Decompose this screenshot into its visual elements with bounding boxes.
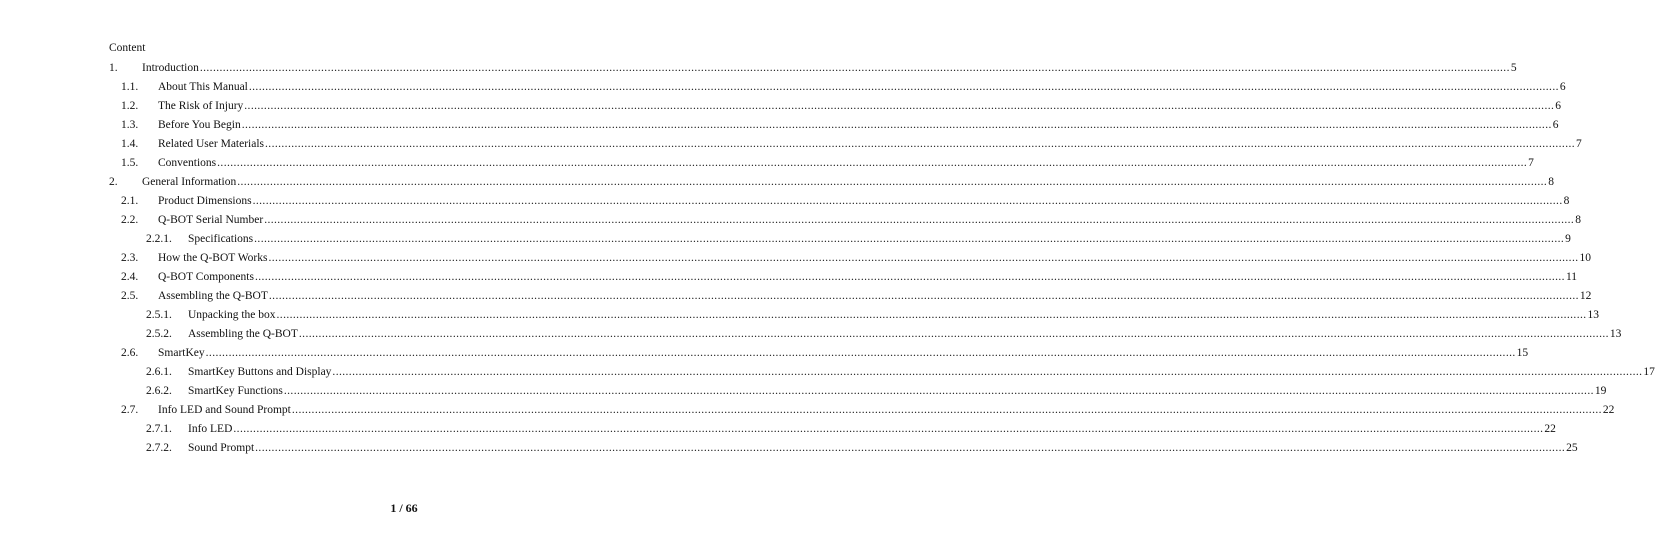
- toc-entry[interactable]: [0, 382, 1607, 401]
- toc-entry-page: 8: [1575, 214, 1581, 226]
- leader-dots: ................................................................................................................................................................................................................................................................................................................................................................................................................: [283, 385, 1594, 397]
- toc-entry-label: Info LED and Sound Prompt: [158, 404, 291, 416]
- leader-dots: ................................................................................................................................................................................................................................................................................................................................................................................................................: [298, 328, 1609, 340]
- toc-entry[interactable]: [0, 268, 1578, 287]
- toc-entry-label: Introduction: [142, 62, 199, 74]
- toc-entry[interactable]: [0, 344, 1529, 363]
- toc-entry-label: Unpacking the box: [188, 309, 276, 321]
- toc-entry-page: 22: [1602, 404, 1615, 416]
- leader-dots: ................................................................................................................................................................................................................................................................................................................................................................................................................: [237, 176, 1548, 188]
- toc-entry-page: 8: [1563, 195, 1570, 207]
- toc-entry-label: Info LED: [188, 423, 233, 435]
- toc-entry-label: SmartKey Buttons and Display: [188, 366, 332, 378]
- toc-entry-page: 19: [1594, 385, 1607, 397]
- toc-entry-page: 13: [1587, 309, 1600, 321]
- toc-entry-label: Assembling the Q-BOT: [158, 290, 268, 302]
- leader-dots: ................................................................................................................................................................................................................................................................................................................................................................................................................: [233, 423, 1544, 435]
- toc-entry-label: About This Manual: [158, 81, 248, 93]
- toc-entry-page: 8: [1548, 176, 1554, 188]
- toc-entry-page: 25: [1566, 442, 1578, 454]
- toc-entry-label: Related User Materials: [158, 138, 265, 150]
- toc-entry-label: Sound Prompt: [188, 442, 255, 454]
- toc-entry-label: Before You Begin: [158, 119, 241, 131]
- leader-dots: ................................................................................................................................................................................................................................................................................................................................................................................................................: [291, 404, 1602, 416]
- toc-entry-number: 1.1.: [121, 81, 139, 93]
- toc-entry-number: 2.7.1.: [146, 423, 172, 435]
- toc-entry-number: 2.6.2.: [146, 385, 172, 397]
- table-of-contents: [0, 59, 1655, 458]
- leader-dots: ................................................................................................................................................................................................................................................................................................................................................................................................................: [205, 347, 1516, 359]
- page-number-footer: 1 / 66: [390, 501, 418, 515]
- toc-entry-number: 2.: [109, 176, 118, 188]
- toc-entry-number: 2.3.: [121, 252, 139, 264]
- toc-entry-page: 6: [1552, 119, 1559, 131]
- toc-entry[interactable]: [0, 154, 1534, 173]
- toc-entry-page: 12: [1579, 290, 1592, 302]
- toc-entry-label: Product Dimensions: [158, 195, 252, 207]
- leader-dots: ................................................................................................................................................................................................................................................................................................................................................................................................................: [255, 442, 1566, 454]
- toc-entry-number: 1.5.: [121, 157, 139, 169]
- toc-entry-page: 11: [1565, 271, 1578, 283]
- toc-entry-number: 2.6.1.: [146, 366, 172, 378]
- toc-entry-page: 5: [1510, 62, 1517, 74]
- toc-entry[interactable]: [0, 173, 1554, 192]
- toc-entry[interactable]: [0, 97, 1562, 116]
- toc-entry-number: 2.2.: [121, 214, 139, 226]
- toc-entry-label: Q-BOT Components: [158, 271, 254, 283]
- toc-entry[interactable]: [0, 230, 1571, 249]
- toc-entry-number: 2.2.1.: [146, 233, 172, 245]
- leader-dots: ................................................................................................................................................................................................................................................................................................................................................................................................................: [252, 195, 1563, 207]
- toc-entry-page: 7: [1528, 157, 1534, 169]
- toc-entry-page: 9: [1565, 233, 1571, 245]
- toc-entry[interactable]: [0, 325, 1622, 344]
- toc-entry-page: 22: [1544, 423, 1556, 435]
- toc-entry-page: 17: [1643, 366, 1655, 378]
- toc-entry[interactable]: [0, 287, 1592, 306]
- toc-entry-number: 2.1.: [121, 195, 139, 207]
- toc-entry[interactable]: [0, 116, 1559, 135]
- toc-entry-label: Conventions: [158, 157, 217, 169]
- toc-entry[interactable]: [0, 135, 1582, 154]
- toc-entry-number: 1.4.: [121, 138, 139, 150]
- leader-dots: ................................................................................................................................................................................................................................................................................................................................................................................................................: [254, 271, 1565, 283]
- leader-dots: ................................................................................................................................................................................................................................................................................................................................................................................................................: [241, 119, 1552, 131]
- toc-entry-number: 2.5.: [121, 290, 139, 302]
- leader-dots: ................................................................................................................................................................................................................................................................................................................................................................................................................: [265, 138, 1576, 150]
- leader-dots: ................................................................................................................................................................................................................................................................................................................................................................................................................: [332, 366, 1643, 378]
- toc-entry[interactable]: [0, 192, 1570, 211]
- toc-entry-number: 2.7.: [121, 404, 139, 416]
- toc-entry-number: 2.5.1.: [146, 309, 172, 321]
- toc-entry[interactable]: [0, 249, 1591, 268]
- leader-dots: ................................................................................................................................................................................................................................................................................................................................................................................................................: [268, 252, 1579, 264]
- toc-entry-label: How the Q-BOT Works: [158, 252, 268, 264]
- leader-dots: ................................................................................................................................................................................................................................................................................................................................................................................................................: [248, 81, 1559, 93]
- toc-entry-number: 2.4.: [121, 271, 139, 283]
- toc-entry-page: 7: [1576, 138, 1582, 150]
- toc-entry-page: 6: [1555, 100, 1562, 112]
- leader-dots: ................................................................................................................................................................................................................................................................................................................................................................................................................: [264, 214, 1575, 226]
- toc-entry[interactable]: [0, 78, 1566, 97]
- toc-entry-number: 1.2.: [121, 100, 139, 112]
- toc-entry-label: General Information: [142, 176, 237, 188]
- toc-entry[interactable]: [0, 59, 1517, 78]
- toc-entry-label: SmartKey: [158, 347, 205, 359]
- toc-entry-page: 15: [1516, 347, 1529, 359]
- toc-entry-page: 10: [1579, 252, 1591, 264]
- toc-entry[interactable]: [0, 306, 1600, 325]
- toc-entry[interactable]: [0, 363, 1655, 382]
- leader-dots: ................................................................................................................................................................................................................................................................................................................................................................................................................: [244, 100, 1555, 112]
- toc-entry[interactable]: [0, 420, 1556, 439]
- toc-entry-number: 1.3.: [121, 119, 139, 131]
- toc-entry[interactable]: [0, 439, 1578, 458]
- toc-title: Content: [109, 42, 146, 54]
- toc-entry-label: Q-BOT Serial Number: [158, 214, 264, 226]
- leader-dots: ................................................................................................................................................................................................................................................................................................................................................................................................................: [217, 157, 1528, 169]
- leader-dots: ................................................................................................................................................................................................................................................................................................................................................................................................................: [254, 233, 1565, 245]
- toc-entry-number: 2.7.2.: [146, 442, 172, 454]
- toc-entry-number: 1.: [109, 62, 118, 74]
- toc-entry-page: 6: [1559, 81, 1566, 93]
- toc-entry-label: SmartKey Functions: [188, 385, 283, 397]
- leader-dots: ................................................................................................................................................................................................................................................................................................................................................................................................................: [199, 62, 1510, 74]
- toc-entry-label: Specifications: [188, 233, 254, 245]
- toc-entry-label: Assembling the Q-BOT: [188, 328, 298, 340]
- toc-entry-number: 2.5.2.: [146, 328, 172, 340]
- toc-entry-label: The Risk of Injury: [158, 100, 244, 112]
- toc-entry-page: 13: [1609, 328, 1622, 340]
- leader-dots: ................................................................................................................................................................................................................................................................................................................................................................................................................: [276, 309, 1587, 321]
- leader-dots: ................................................................................................................................................................................................................................................................................................................................................................................................................: [268, 290, 1579, 302]
- toc-entry[interactable]: [0, 211, 1581, 230]
- toc-entry-number: 2.6.: [121, 347, 139, 359]
- toc-entry[interactable]: [0, 401, 1615, 420]
